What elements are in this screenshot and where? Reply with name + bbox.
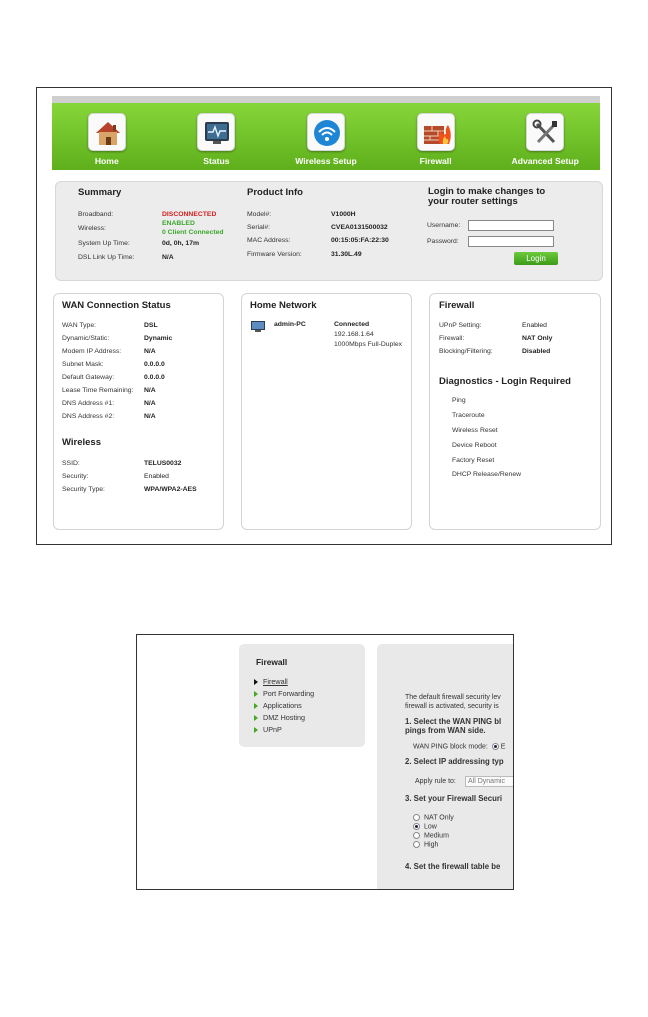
login-title-line2: your router settings (428, 196, 518, 207)
security-type-value: WPA/WPA2-AES (144, 486, 197, 493)
top-strip (52, 96, 600, 103)
house-icon (88, 113, 126, 151)
dsl-uptime-label: DSL Link Up Time: (78, 254, 135, 261)
diag-dhcp-release[interactable]: DHCP Release/Renew (452, 471, 522, 478)
menu-item-port-forwarding[interactable] (254, 689, 314, 698)
diagnostics-title: Diagnostics - Login Required (439, 376, 571, 387)
model-value: V1000H (331, 211, 356, 218)
diag-traceroute[interactable]: Traceroute (452, 412, 485, 419)
subnet-mask-label: Subnet Mask: (62, 361, 104, 368)
device-speed: 1000Mbps Full-Duplex (334, 341, 403, 348)
firewall-content-panel (377, 644, 514, 890)
level-nat-only-label: NAT Only (424, 814, 454, 822)
default-gateway-value: 0.0.0.0 (144, 374, 165, 381)
nav-wireless-setup-label: Wireless Setup (295, 156, 357, 166)
firewall-icon (417, 113, 455, 151)
nav-home-label: Home (94, 156, 119, 166)
serial-label: Serial#: (247, 224, 271, 231)
wan-ping-radio[interactable] (492, 743, 499, 750)
blocking-value: Disabled (522, 348, 551, 355)
arrow-icon (254, 715, 258, 721)
level-high[interactable] (413, 841, 438, 848)
diag-device-reboot[interactable]: Device Reboot (452, 442, 497, 449)
wan-ping-row (413, 743, 505, 750)
wireless-clients: 0 Client Connected (162, 229, 224, 236)
modem-ip-value: N/A (144, 348, 156, 355)
dns2-label: DNS Address #2: (62, 413, 115, 420)
step1-heading-line2: pings from WAN side. (405, 726, 486, 735)
menu-item-upnp-label: UPnP (263, 725, 282, 734)
menu-item-firewall-label: Firewall (263, 677, 288, 686)
wan-ping-option: E (500, 743, 506, 751)
upnp-value: Enabled (522, 322, 547, 329)
radio-medium[interactable] (413, 832, 420, 839)
monitor-icon (197, 113, 235, 151)
security-value: Enabled (144, 473, 169, 480)
level-medium-label: Medium (424, 832, 449, 840)
menu-item-dmz-hosting[interactable] (254, 713, 305, 722)
menu-item-applications-label: Applications (263, 701, 302, 710)
firewall-menu-title: Firewall (256, 657, 288, 667)
wireless-label: Wireless: (78, 225, 106, 232)
upnp-label: UPnP Setting: (439, 322, 482, 329)
system-uptime-value: 0d, 0h, 17m (162, 240, 200, 247)
dns1-value: N/A (144, 400, 156, 407)
security-label: Security: (62, 473, 89, 480)
summary-box (55, 181, 603, 281)
step4-heading: 4. Set the firewall table be (405, 862, 501, 871)
arrow-icon (254, 703, 258, 709)
device-name[interactable]: admin-PC (274, 321, 306, 328)
level-nat-only[interactable] (413, 814, 454, 821)
step2-heading: 2. Select IP addressing typ (405, 757, 504, 766)
wan-status-panel (53, 293, 224, 530)
wifi-icon (307, 113, 345, 151)
product-info-title: Product Info (247, 187, 303, 198)
diag-wireless-reset[interactable]: Wireless Reset (452, 427, 498, 434)
tools-icon (526, 113, 564, 151)
intro-line1: The default firewall security lev (405, 694, 501, 701)
firewall-menu (239, 644, 365, 747)
lease-time-label: Lease Time Remaining: (62, 387, 134, 394)
wan-type-value: DSL (144, 322, 158, 329)
security-type-label: Security Type: (62, 486, 105, 493)
firewall-panel (429, 293, 601, 530)
radio-low[interactable] (413, 823, 420, 830)
ssid-value: TELUS0032 (144, 460, 182, 467)
ssid-label: SSID: (62, 460, 80, 467)
device-ip: 192.168.1.64 (334, 331, 374, 338)
diag-factory-reset[interactable]: Factory Reset (452, 457, 495, 464)
nav-advanced-setup[interactable] (490, 103, 600, 170)
username-input[interactable] (468, 220, 554, 231)
apply-rule-select[interactable]: All Dynamic (465, 776, 514, 787)
login-title-line1: Login to make changes to (428, 186, 546, 197)
dynamic-static-label: Dynamic/Static: (62, 335, 110, 342)
blocking-label: Blocking/Filtering: (439, 348, 493, 355)
password-input[interactable] (468, 236, 554, 247)
wireless-title: Wireless (62, 437, 101, 448)
router-status-screenshot (36, 87, 612, 545)
radio-high[interactable] (413, 841, 420, 848)
apply-rule-label: Apply rule to: (415, 778, 456, 785)
system-uptime-label: System Up Time: (78, 240, 130, 247)
arrow-icon (254, 691, 258, 697)
nav-advanced-setup-label: Advanced Setup (511, 156, 579, 166)
home-network-title: Home Network (250, 300, 317, 311)
computer-icon (251, 320, 265, 332)
wan-type-label: WAN Type: (62, 322, 96, 329)
level-medium[interactable] (413, 832, 449, 839)
step3-heading: 3. Set your Firewall Securi (405, 794, 503, 803)
menu-item-firewall[interactable] (254, 677, 288, 686)
arrow-icon (254, 679, 258, 685)
username-label: Username: (427, 222, 461, 229)
subnet-mask-value: 0.0.0.0 (144, 361, 165, 368)
summary-title: Summary (78, 187, 122, 198)
dns1-label: DNS Address #1: (62, 400, 115, 407)
wan-title: WAN Connection Status (62, 300, 171, 311)
firewall-mode-label: Firewall: (439, 335, 465, 342)
level-low-label: Low (424, 823, 437, 831)
lease-time-value: N/A (144, 387, 156, 394)
firewall-settings-screenshot (136, 634, 514, 890)
login-title (428, 187, 588, 207)
menu-item-dmz-hosting-label: DMZ Hosting (263, 713, 305, 722)
password-label: Password: (427, 238, 459, 245)
intro-line2: firewall is activated, security is (405, 703, 499, 710)
menu-item-upnp[interactable] (254, 725, 282, 734)
wireless-value: ENABLED (162, 220, 195, 227)
default-gateway-label: Default Gateway: (62, 374, 115, 381)
main-nav-bar (52, 103, 600, 170)
nav-home[interactable] (52, 103, 162, 170)
login-button[interactable]: Login (514, 252, 558, 265)
mac-value: 00:15:05:FA:22:30 (331, 237, 389, 244)
device-status: Connected (334, 321, 370, 328)
diag-ping[interactable]: Ping (452, 397, 466, 404)
firewall-title: Firewall (439, 300, 475, 311)
nav-status[interactable] (162, 103, 272, 170)
step1-heading: 1. Select the WAN PING bl (405, 717, 502, 726)
radio-nat-only[interactable] (413, 814, 420, 821)
model-label: Model#: (247, 211, 272, 218)
dynamic-static-value: Dynamic (144, 335, 173, 342)
nav-status-label: Status (203, 156, 230, 166)
firmware-value: 31.30L.49 (331, 251, 362, 258)
arrow-icon (254, 727, 258, 733)
mac-label: MAC Address: (247, 237, 291, 244)
menu-item-port-forwarding-label: Port Forwarding (263, 689, 315, 698)
modem-ip-label: Modem IP Address: (62, 348, 122, 355)
menu-item-applications[interactable] (254, 701, 302, 710)
wan-ping-label: WAN PING block mode: (413, 743, 488, 751)
broadband-label: Broadband: (78, 211, 114, 218)
serial-value: CVEA0131500032 (331, 224, 388, 231)
nav-firewall[interactable] (381, 103, 491, 170)
nav-wireless-setup[interactable] (271, 103, 381, 170)
nav-firewall-label: Firewall (419, 156, 452, 166)
dns2-value: N/A (144, 413, 156, 420)
level-low[interactable] (413, 823, 437, 830)
level-high-label: High (424, 841, 439, 849)
firewall-mode-value: NAT Only (522, 335, 553, 342)
broadband-value: DISCONNECTED (162, 211, 217, 218)
firmware-label: Firmware Version: (247, 251, 302, 258)
home-network-panel (241, 293, 412, 530)
dsl-uptime-value: N/A (162, 254, 174, 261)
